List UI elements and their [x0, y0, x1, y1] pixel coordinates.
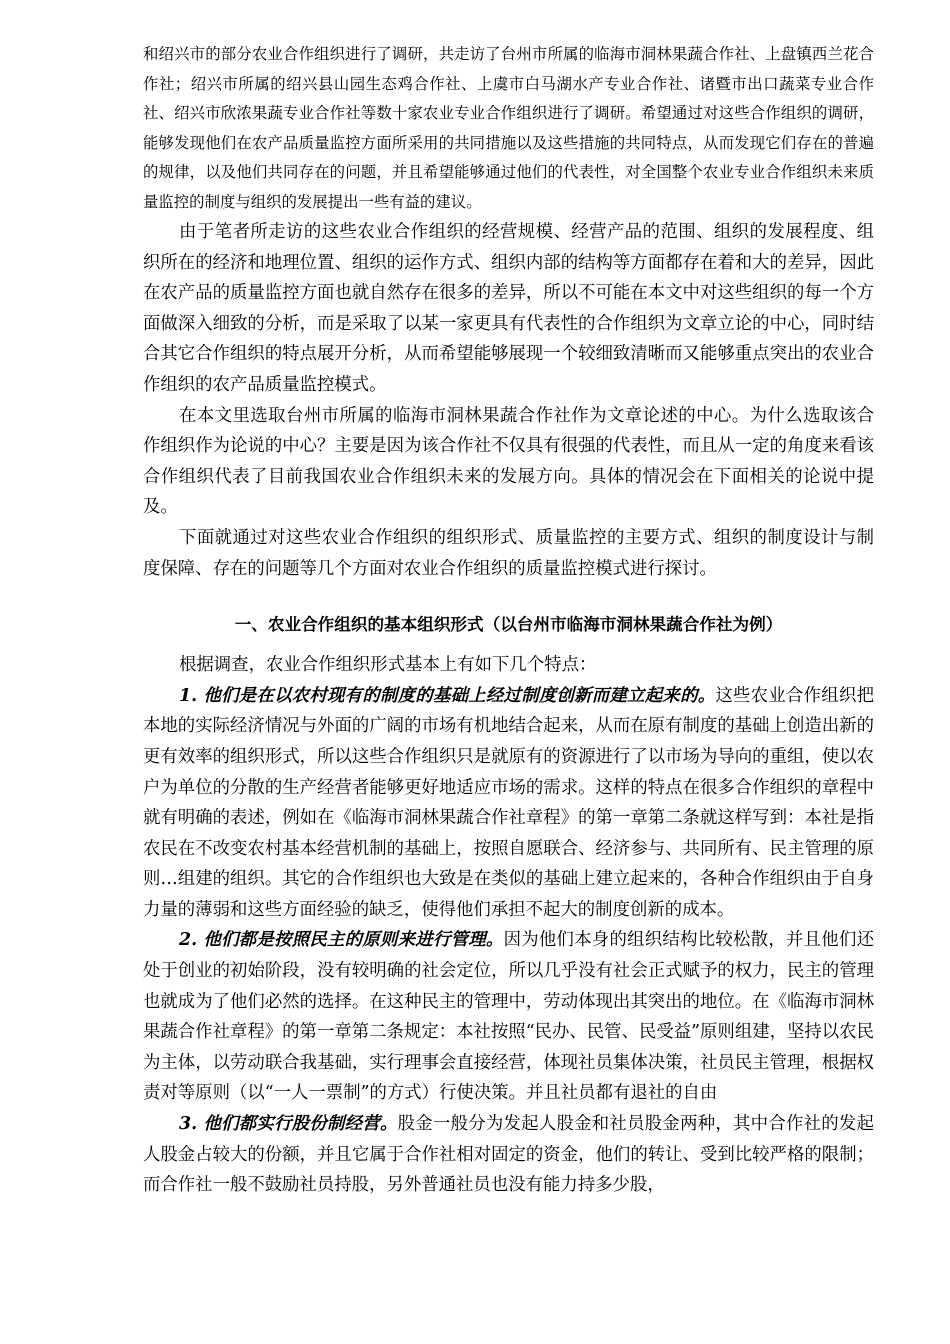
list-item-2-body: 因为他们本身的组织结构比较松散，并且他们还处于创业的初始阶段，没有较明确的社会定位，所以几乎没有社会正式赋予的权力，民主的管理也就成为了他们必然的选择。在这种民主的管理中，劳动体现出其突出的地位。在《临海市洞林果蔬合作社章程》的第一章第二条规定：本社按照“民办、民管、民受益”原则组建，坚持以农民为主体，以劳动联合我基础，实行理事会直接经营，体现社员集体决策，社员民主管理，根据权责对等原则（以“一人一票制”的方式）行使决策。并且社员都有退社的自由	[143, 930, 874, 1104]
list-item-3-lead: 3. 他们都实行股份制经营。	[179, 1114, 398, 1135]
paragraph-outline: 下面就通过对这些农业合作组织的组织形式、质量监控的主要方式、组织的制度设计与制度保障、存在的问题等几个方面对农业合作组织的质量监控模式进行探讨。	[143, 527, 874, 579]
paragraph-intro-survey: 和绍兴市的部分农业合作组织进行了调研，共走访了台州市所属的临海市洞林果蔬合作社、上盘镇西兰花合作社；绍兴市所属的绍兴县山园生态鸡合作社、上虞市白马湖水产专业合作社、诸暨市出口蔬菜专业合作社、绍兴市欣浓果蔬专业合作社等数十家农业专业合作组织进行了调研。希望通过对这些合作组织的调研，能够发现他们在农产品质量监控方面所采用的共同措施以及这些措施的共同特点，从而发现它们存在的普遍的规律，以及他们共同存在的问题，并且希望能够通过他们的代表性，对全国整个农业专业合作组织未来质量监控的制度与组织的发展提出一些有益的建议。	[143, 45, 874, 211]
section-intro: 根据调查，农业合作组织形式基本上有如下几个特点：	[179, 655, 597, 676]
list-item-3-body: 股金一般分为发起人股金和社员股金两种，其中合作社的发起人股金占较大的份额，并且它属于合作社相对固定的资金，他们的转让、受到比较严格的限制；而合作社一般不鼓励社员持股，另外普通社员也没有能力持多少股，	[143, 1114, 874, 1196]
section-heading: 一、农业合作组织的基本组织形式（以台州市临海市洞林果蔬合作社为例）	[234, 615, 783, 635]
list-item-2	[143, 925, 874, 1109]
list-item-3	[143, 1109, 874, 1201]
list-item-1-lead: 1. 他们是在以农村现有的制度的基础上经过制度创新而建立起来的。	[179, 685, 716, 706]
list-item-1	[143, 681, 874, 926]
paragraph-differences: 由于笔者所走访的这些农业合作组织的经营规模、经营产品的范围、组织的发展程度、组织所在的经济和地理位置、组织的运作方式、组织内部的结构等方面都存在着和大的差异，因此在农产品的质量监控方面也就自然存在很多的差异，所以不可能在本文中对这些组织的每一个方面做深入细致的分析，而是采取了以某一家更具有代表性的合作组织为文章立论的中心，同时结合其它合作组织的特点展开分析，从而希望能够展现一个较细致清晰而又能够重点突出的农业合作组织的农产品质量监控模式。	[143, 222, 874, 395]
paragraph-selection: 在本文里选取台州市所属的临海市洞林果蔬合作社作为文章论述的中心。为什么选取该合作组织作为论说的中心？主要是因为该合作社不仅具有很强的代表性，而且从一定的角度来看该合作组织代表了目前我国农业合作组织未来的发展方向。具体的情况会在下面相关的论说中提及。	[143, 405, 874, 518]
section-gap	[143, 584, 874, 602]
list-item-1-body: 这些农业合作组织把本地的实际经济情况与外面的广阔的市场有机地结合起来，从而在原有制度的基础上创造出新的更有效率的组织形式，所以这些合作组织只是就原有的资源进行了以市场为导向的重组，使以农户为单位的分散的生产经营者能够更好地适应市场的需求。这样的特点在很多合作组织的章程中就有明确的表述，例如在《临海市洞林果蔬合作社章程》的第一章第二条就这样写到：本社是指农民在不改变农村基本经营机制的基础上，按照自愿联合、经济参与、共同所有、民主管理的原则…组建的组织。其它的合作组织也大致是在类似的基础上建立起来的，各种合作组织由于自身力量的薄弱和这些方面经验的缺乏，使得他们承担不起大的制度创新的成本。	[143, 685, 874, 920]
list-item-2-lead: 2. 他们都是按照民主的原则来进行管理。	[179, 930, 504, 951]
